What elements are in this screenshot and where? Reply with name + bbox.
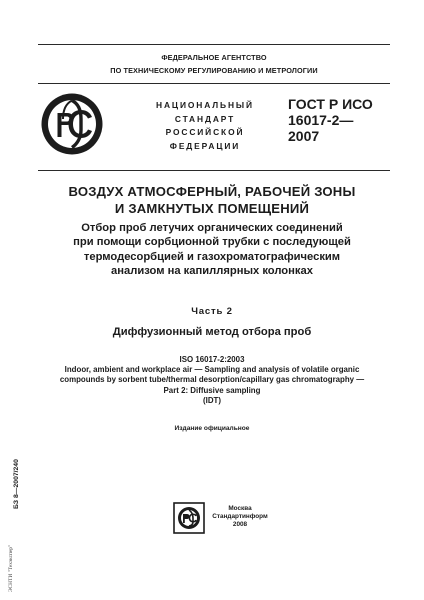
gost-r-mark-icon bbox=[40, 92, 104, 156]
agency-line-2: ПО ТЕХНИЧЕСКОМУ РЕГУЛИРОВАНИЮ И МЕТРОЛОГИИ bbox=[110, 66, 318, 75]
iso-title-line-1: Indoor, ambient and workplace air — Sampling and analysis of volatile organic bbox=[64, 365, 360, 375]
part-label: Часть 2 bbox=[191, 306, 233, 317]
subtitle-line-3: термодесорбцией и газохроматографическим bbox=[83, 250, 341, 263]
standard-code-line-1: ГОСТ Р ИСО bbox=[288, 96, 373, 112]
subtitle-line-1: Отбор проб летучих органических соединений bbox=[81, 222, 343, 234]
national-line-2: СТАНДАРТ bbox=[174, 113, 236, 124]
agency-top-rule bbox=[38, 44, 390, 45]
iso-title-line-3: Part 2: Diffusive sampling bbox=[163, 385, 261, 395]
part-title: Диффузионный метод отбора проб bbox=[112, 326, 312, 338]
subtitle-line-2: при помощи сорбционной трубки с последующей bbox=[73, 236, 351, 249]
national-line-3: РОССИЙСКОЙ bbox=[165, 127, 245, 138]
iso-code: ISO 16017-2:2003 bbox=[179, 355, 245, 364]
standard-code bbox=[288, 96, 398, 144]
publisher-city: Москва bbox=[228, 505, 252, 512]
standard-code-line-3: 2007 bbox=[288, 128, 320, 144]
iso-reference bbox=[18, 355, 406, 406]
document-title bbox=[24, 184, 400, 217]
subtitle-line-4: анализом на капиллярных колонках bbox=[111, 264, 313, 277]
header-rule bbox=[38, 170, 390, 171]
edition-note: Издание официальное bbox=[174, 425, 250, 432]
title-line-2: И ЗАМКНУТЫХ ПОМЕЩЕНИЙ bbox=[114, 200, 310, 216]
national-line-4: ФЕДЕРАЦИИ bbox=[169, 140, 241, 151]
document-subtitle bbox=[24, 221, 400, 278]
title-line-1: ВОЗДУХ АТМОСФЕРНЫЙ, РАБОЧЕЙ ЗОНЫ bbox=[68, 184, 356, 199]
national-standard-label bbox=[140, 99, 270, 153]
publisher-name: Стандартинформ bbox=[212, 513, 268, 521]
publisher-block bbox=[209, 505, 271, 530]
iso-title-line-2: compounds by sorbent tube/thermal desorption/capillary gas chromatography — bbox=[59, 375, 365, 385]
agency-bottom-rule bbox=[38, 83, 390, 84]
standard-code-line-2: 16017-2— bbox=[288, 112, 354, 128]
side-code: БЗ 8—2007/240 bbox=[13, 459, 20, 509]
standartinform-logo-icon bbox=[173, 502, 205, 534]
national-line-1: НАЦИОНАЛЬНЫЙ bbox=[156, 100, 254, 110]
publisher-year: 2008 bbox=[232, 521, 248, 529]
iso-identity-note: (IDT) bbox=[203, 395, 221, 405]
side-stamp: ЭСНТИ "Техэкспер" bbox=[8, 544, 14, 592]
agency-line-1: ФЕДЕРАЛЬНОЕ АГЕНТСТВО bbox=[161, 53, 267, 62]
